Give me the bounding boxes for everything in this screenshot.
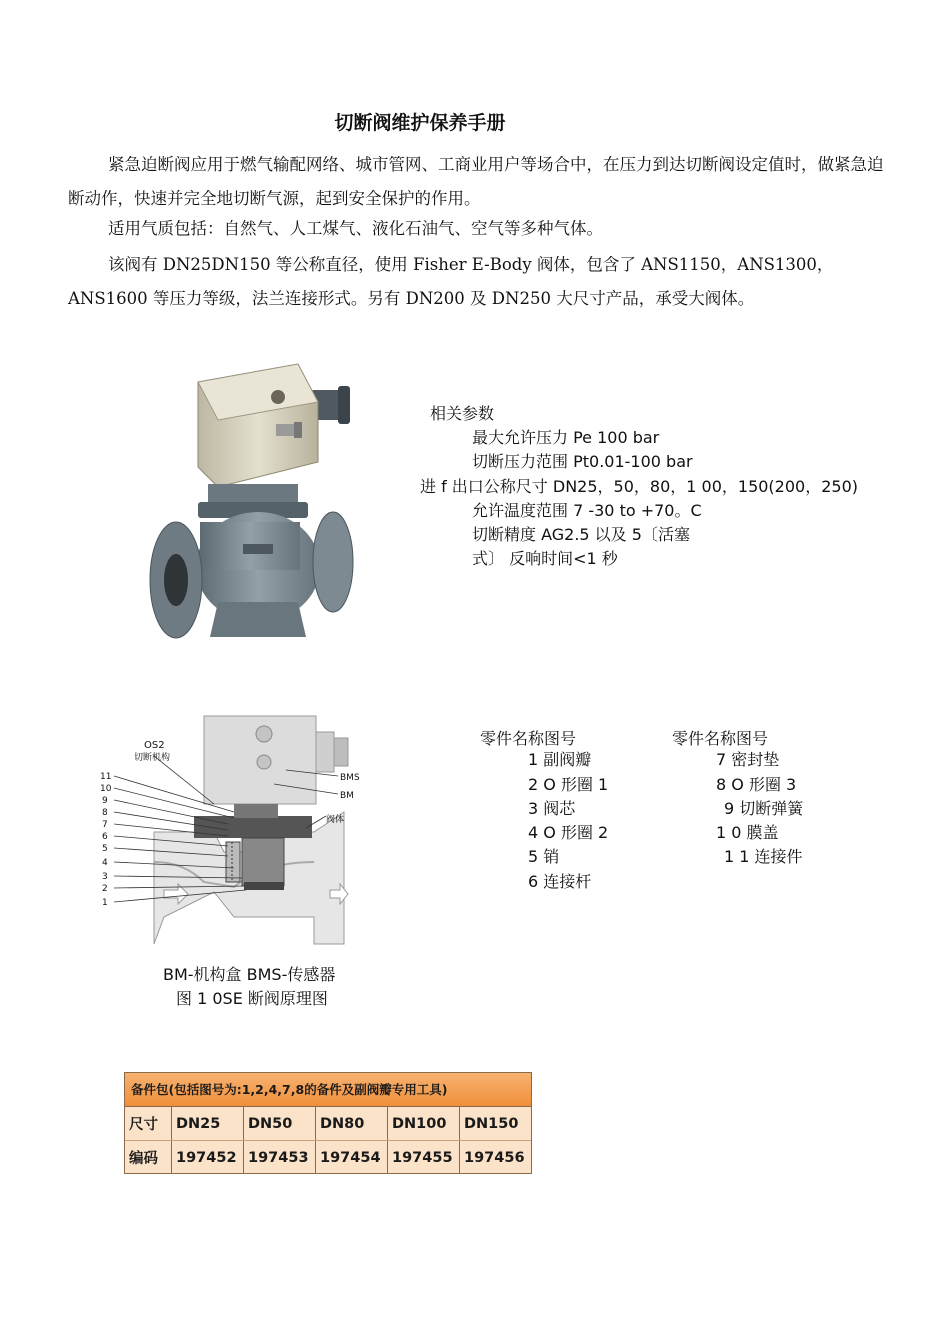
size-cell: DN25 (172, 1107, 244, 1141)
code-cell: 197456 (464, 1149, 525, 1166)
valve-schematic (94, 712, 366, 952)
param-temperature: 允许温度范围 7 -30 to +70。C (472, 501, 702, 520)
diagram-num-7: 7 (102, 820, 108, 830)
diagram-label-os2: OS2 (144, 740, 165, 751)
intro-paragraph: 紧急迫断阀应用于燃气输配网络、城市管网、工商业用户等场合中，在压力到达切断阀设定值时，做紧急迫断动作，快速并完全地切断气源，起到安全保护的作用。 (68, 155, 884, 208)
spare-kit-table (124, 1072, 532, 1174)
diagram-num-5: 5 (102, 844, 108, 854)
diagram-label-body: 阀体 (326, 815, 345, 825)
size-cell: DN50 (244, 1107, 316, 1141)
gas-types-paragraph: 适用气质包括：自然气、人工煤气、液化石油气、空气等多种气体。 (108, 219, 603, 238)
param-max-pressure: 最大允许压力 Pe 100 bar (472, 428, 660, 447)
part-item-7: 7 密封垫 (716, 750, 780, 769)
part-item-5: 5 销 (528, 847, 560, 866)
code-cell: 197452 (172, 1141, 244, 1175)
part-item-9: 9 切断弹簧 (724, 799, 804, 818)
params-heading: 相关参数 (430, 404, 495, 423)
page-title: 切断阀维护保养手册 (334, 112, 506, 134)
diagram-label-bm: BM (340, 791, 354, 801)
table-row (125, 1107, 531, 1141)
diagram-num-9: 9 (102, 796, 108, 806)
code-label-cell: 编码 (125, 1141, 172, 1175)
diagram-num-2: 2 (102, 884, 108, 894)
part-item-3: 3 阀芯 (528, 799, 576, 818)
part-item-11: 1 1 连接件 (724, 847, 803, 866)
param-nominal-size: 进 f 出口公称尺寸 DN25，50，80，1 00，150(200，250) (420, 477, 858, 496)
diagram-caption: 图 1 0SE 断阀原理图 (176, 989, 328, 1008)
code-cell: 197453 (244, 1141, 316, 1175)
size-label-cell: 尺寸 (125, 1107, 172, 1141)
size-cell: DN80 (316, 1107, 388, 1141)
parts-header-right: 零件名称图号 (672, 729, 769, 748)
code-cell: 197454 (316, 1141, 388, 1175)
part-item-6: 6 连接杆 (528, 872, 592, 891)
diagram-num-8: 8 (102, 808, 108, 818)
diagram-num-3: 3 (102, 872, 108, 882)
spare-kit-header: 备件包(包括图号为:1,2,4,7,8的备件及副阀瓣专用工具) (125, 1073, 531, 1107)
diagram-label-bms: BMS (340, 773, 360, 783)
diagram-legend: BM-机构盒 BMS-传感器 (163, 965, 336, 984)
part-item-1: 1 副阀瓣 (528, 750, 592, 769)
diagram-num-10: 10 (100, 784, 112, 794)
part-item-8: 8 O 形圈 3 (716, 775, 797, 794)
diagram-num-6: 6 (102, 832, 108, 842)
param-cutoff-range: 切断压力范围 Pt0.01-100 bar (472, 452, 693, 471)
part-item-4: 4 O 形圈 2 (528, 823, 609, 842)
param-response: 式〕 反响时间<1 秒 (472, 549, 618, 568)
code-cell: 197455 (388, 1141, 460, 1175)
part-item-10: 1 0 膜盖 (716, 823, 779, 842)
param-accuracy: 切断精度 AG2.5 以及 5〔活塞 (472, 525, 690, 544)
size-cell: DN150 (460, 1107, 532, 1141)
parts-header-left: 零件名称图号 (480, 729, 577, 748)
part-item-2: 2 O 形圈 1 (528, 775, 609, 794)
size-cell: DN100 (388, 1107, 460, 1141)
valve-photo (148, 362, 358, 644)
diagram-num-1: 1 (102, 898, 108, 908)
diagram-label-mechanism: 切断机构 (134, 753, 171, 763)
sizes-paragraph: 该阀有 DN25DN150 等公称直径，使用 Fisher E-Body 阀体，包含了 ANS1150，ANS1300，ANS1600 等压力等级，法兰连接形式。另有 DN200 及 DN250 大尺寸产品，承受大阀体。 (68, 255, 834, 308)
table-row (125, 1141, 531, 1175)
diagram-num-11: 11 (100, 772, 112, 782)
diagram-num-4: 4 (102, 858, 108, 868)
